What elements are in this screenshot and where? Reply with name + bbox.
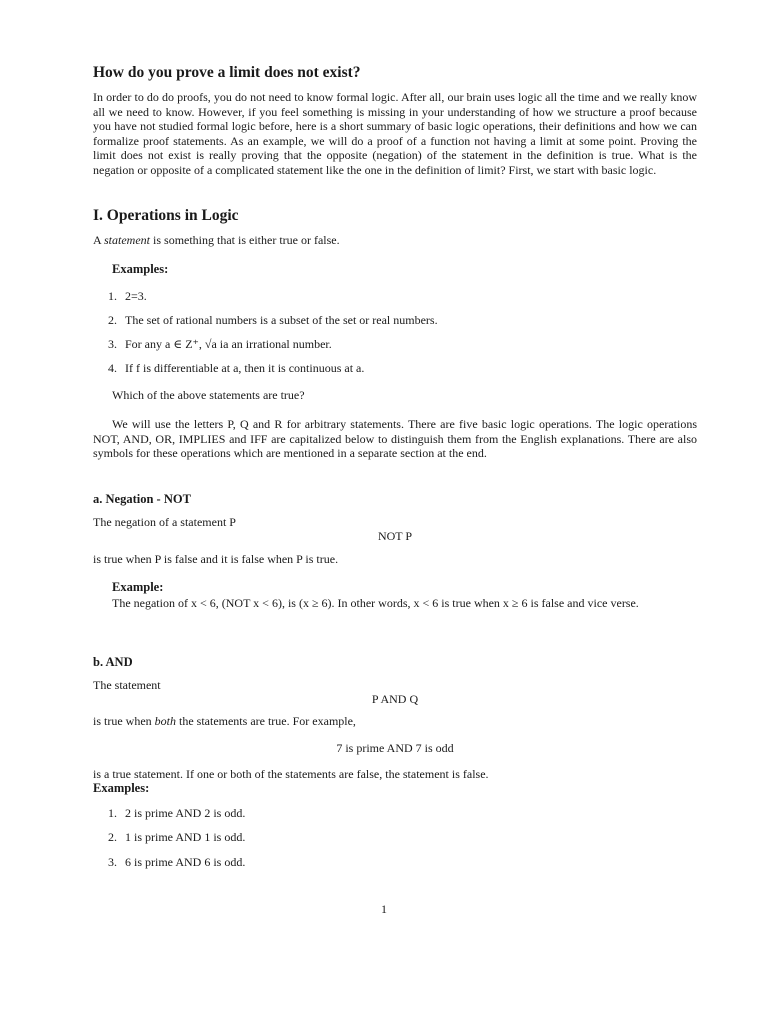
list-item: [108, 830, 688, 845]
list-item: [108, 289, 688, 304]
and-display-example: 7 is prime AND 7 is odd: [336, 741, 454, 755]
negation-explanation: is true when P is false and it is false when P is true.: [93, 552, 339, 566]
list-number: 2.: [108, 313, 117, 327]
list-text: For any a ∈ Z⁺, √a ia an irrational number.: [125, 337, 332, 351]
subsection-heading-negation: a. Negation - NOT: [93, 492, 191, 506]
list-text: 2 is prime AND 2 is odd.: [125, 806, 246, 820]
list-item: [108, 361, 688, 376]
list-text: If f is differentiable at a, then it is continuous at a.: [125, 361, 365, 375]
and-explanation: [93, 714, 697, 729]
list-text: 6 is prime AND 6 is odd.: [125, 855, 246, 869]
statement-def-post: is something that is either true or false.: [150, 233, 340, 247]
page-title: How do you prove a limit does not exist?: [93, 64, 361, 81]
and-explanation-pre: is true when: [93, 714, 155, 728]
list-number: 2.: [108, 830, 117, 844]
negation-display: NOT P: [377, 529, 413, 543]
statement-term: statement: [104, 233, 151, 247]
statement-def-pre: A: [93, 233, 105, 247]
question-text: Which of the above statements are true?: [112, 388, 305, 402]
list-number: 1.: [108, 806, 117, 820]
and-intro: The statement: [93, 678, 161, 692]
list-text: 1 is prime AND 1 is odd.: [125, 830, 246, 844]
and-display: P AND Q: [371, 692, 419, 706]
negation-example-text: The negation of x < 6, (NOT x < 6), is (x ≥ 6). In other words, x < 6 is true when x ≥ 6 is false and vice verse.: [112, 596, 639, 610]
intro-paragraph: In order to do do proofs, you do not need to know formal logic. After all, our brain uses logic all the time and we really know all we need to know. However, if you feel something is missing in your understanding of how we structure a proof because you have not studied formal logic before, here is a short summary of basic logic operations, their definitions and how we can formalize proof statements. As an example, we will do a proof of a function not having a limit at some point. Proving the limit does not exist is really proving that the opposite (negation) of the statement in the definition is true. What is the negation or opposite of a complicated statement like the one in the definition of limit? First, we start with basic logic.: [93, 90, 697, 177]
section-heading-operations: I. Operations in Logic: [93, 207, 239, 224]
statement-definition: [93, 233, 697, 248]
list-number: 1.: [108, 289, 117, 303]
list-number: 3.: [108, 855, 117, 869]
list-number: 3.: [108, 337, 117, 351]
list-text: The set of rational numbers is a subset of the set or real numbers.: [125, 313, 438, 327]
negation-intro: The negation of a statement P: [93, 515, 236, 529]
letters-paragraph: We will use the letters P, Q and R for arbitrary statements. There are five basic logic operations. The logic operations NOT, AND, OR, IMPLIES and IFF are capitalized below to distinguish them from the English explanations. There are also symbols for these operations which are mentioned in a separate section at the end.: [93, 417, 697, 461]
page-number: 1: [381, 902, 387, 916]
list-item: [108, 337, 688, 352]
list-item: [108, 855, 688, 870]
list-item: [108, 313, 688, 328]
list-number: 4.: [108, 361, 117, 375]
negation-example-label: Example:: [112, 580, 164, 594]
subsection-heading-and: b. AND: [93, 655, 133, 669]
both-term: both: [154, 714, 176, 728]
examples-label: Examples:: [112, 262, 169, 276]
and-explanation-post: the statements are true. For example,: [176, 714, 356, 728]
and-examples-label: Examples:: [93, 781, 150, 795]
list-text: 2=3.: [125, 289, 147, 303]
list-item: [108, 806, 688, 821]
and-true-statement: is a true statement. If one or both of the statements are false, the statement is false.: [93, 767, 489, 781]
